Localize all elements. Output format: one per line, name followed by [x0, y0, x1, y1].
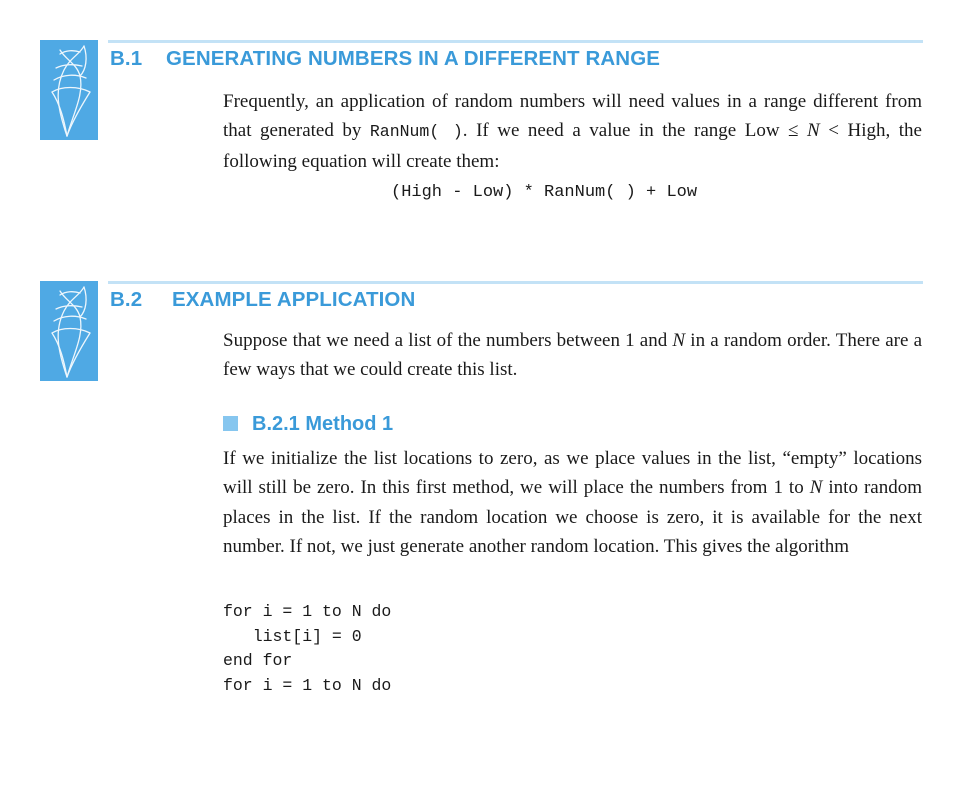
math-variable: N — [807, 120, 820, 142]
code-line: for i = 1 to N do — [223, 602, 392, 621]
text-line: If we initialize the list locations to zero, as we place values in the list, “empty” — [223, 448, 847, 469]
equation: (High - Low) * RanNum( ) + Low — [391, 183, 698, 202]
bullet-square-icon — [223, 416, 238, 431]
section-title: GENERATING NUMBERS IN A DIFFERENT RANGE — [166, 47, 661, 70]
section-paragraph — [223, 87, 922, 176]
section-title: EXAMPLE APPLICATION — [172, 288, 416, 311]
text-line: it is available for the next number. If not, we just generate another random — [223, 506, 923, 558]
text-line: location. This gives the algorithm — [593, 536, 849, 558]
text-line: Suppose that we need a list of the numbers between 1 and — [223, 330, 673, 351]
shell-logo-icon — [40, 281, 98, 381]
code-line: for i = 1 to N do — [223, 676, 392, 696]
text-line: order. There are a few ways that we could create this list. — [223, 330, 923, 381]
text-line: in a random — [685, 330, 782, 351]
section-number: B.2 — [110, 288, 143, 311]
section-number: B.1 — [110, 47, 143, 70]
subsection-heading — [223, 413, 393, 436]
text-line: locations will still be zero. In this first method, we will place the numbers from — [223, 448, 923, 499]
section-heading — [110, 288, 415, 312]
text-line: Low ≤ — [744, 120, 808, 142]
text-line: Frequently, an application of random numbers will need values in a range — [223, 91, 807, 112]
subsection-paragraph — [223, 444, 922, 562]
section-rule — [108, 40, 923, 43]
subsection-title: Method 1 — [305, 413, 394, 435]
text-line: 1 to — [773, 477, 810, 499]
text-line: different from that generated by — [223, 91, 922, 142]
text-line: into random places in the list. If the random location we choose is zero, — [223, 477, 923, 528]
math-variable: N — [809, 477, 823, 499]
text-line: < High, the following equation will create them: — [223, 120, 922, 172]
section-rule — [108, 281, 923, 284]
section-paragraph — [223, 326, 922, 385]
subsection-number: B.2.1 — [252, 413, 300, 435]
section-heading — [110, 47, 660, 71]
inline-code: RanNum( ) — [369, 122, 463, 142]
text-line: . If we need a value in the range — [462, 120, 737, 142]
math-variable: N — [672, 330, 686, 351]
code-line: end for — [223, 651, 293, 671]
code-block — [223, 600, 391, 699]
code-line: list[i] = 0 — [223, 626, 362, 646]
shell-logo-icon — [40, 40, 98, 140]
